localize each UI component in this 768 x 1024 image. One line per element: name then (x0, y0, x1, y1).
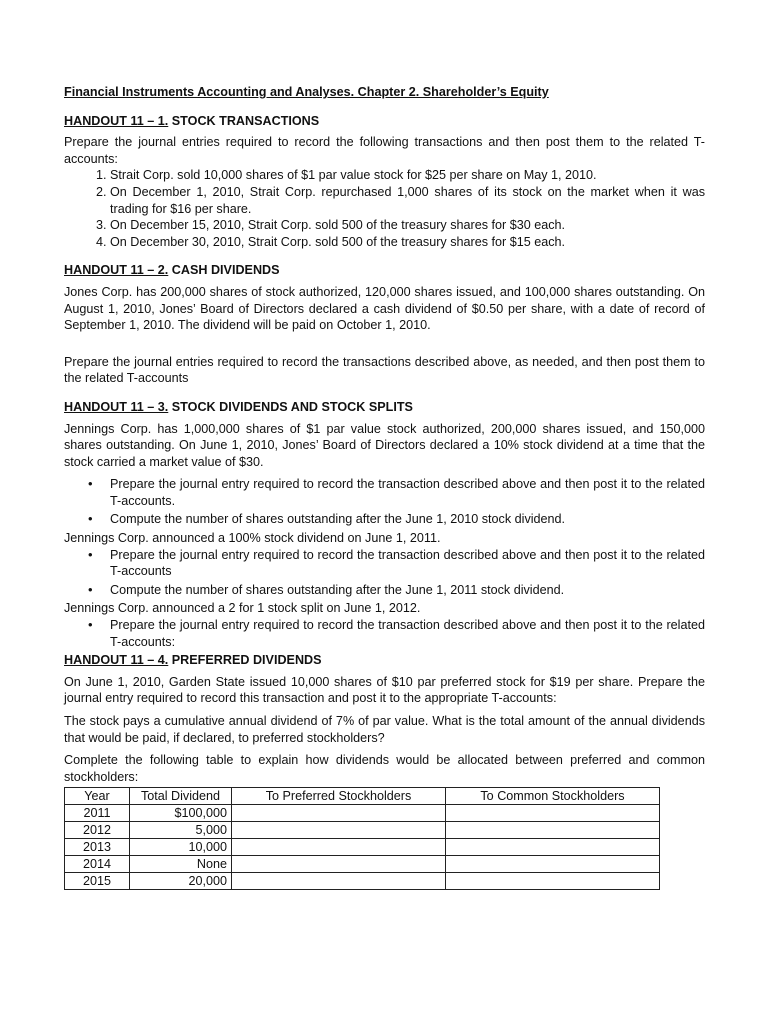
header-total-dividend: Total Dividend (130, 788, 232, 805)
handout-4-paragraph-1: On June 1, 2010, Garden State issued 10,000 shares of $10 par preferred stock for $19 per share. Prepare the journal entry required to record this transaction and post it to the appropriate T-accounts: (64, 674, 705, 706)
bullet-glyph: • (88, 511, 93, 527)
header-year: Year (65, 788, 130, 805)
cell-total-dividend: 5,000 (130, 822, 232, 839)
handout-3-title: STOCK DIVIDENDS AND STOCK SPLITS (168, 399, 413, 414)
table-row (65, 856, 660, 873)
cell-to-preferred[interactable] (232, 856, 446, 873)
cell-year: 2014 (65, 856, 130, 873)
handout-1-transaction-list (64, 167, 705, 250)
cell-to-preferred[interactable] (232, 822, 446, 839)
handout-3-heading (64, 399, 705, 416)
handout-4-paragraph-2: The stock pays a cumulative annual dividend of 7% of par value. What is the total amount of the annual dividends that would be paid, if declared, to preferred stockholders? (64, 714, 705, 745)
bullet-text: Prepare the journal entry required to record the transaction described above and then post it to the related T-accounts (110, 547, 705, 579)
document-page (64, 84, 705, 890)
transaction-item: 4. On December 30, 2010, Strait Corp. sold 500 of the treasury shares for $15 each. (110, 234, 705, 251)
handout-3-bullets-1 (64, 476, 705, 528)
cell-to-common[interactable] (446, 805, 660, 822)
handout-1-heading (64, 113, 705, 130)
cell-year: 2015 (65, 873, 130, 890)
handout-2-paragraph-2: Prepare the journal entries required to record the transactions described above, as needed, and then post them to the related T-accounts (64, 354, 705, 386)
handout-4-number: HANDOUT 11 – 4. (64, 653, 169, 668)
handout-4-heading (64, 652, 705, 669)
cell-to-common[interactable] (446, 856, 660, 873)
bullet-text: Prepare the journal entry required to record the transaction described above and then post it to the related T-accounts. (110, 477, 705, 508)
cell-total-dividend: 10,000 (130, 839, 232, 856)
handout-4-title: PREFERRED DIVIDENDS (168, 653, 322, 668)
transaction-item: 2. On December 1, 2010, Strait Corp. repurchased 1,000 shares of its stock on the market when it was trading for $16 per share. (110, 184, 705, 217)
bullet-item (88, 546, 705, 580)
handout-3-paragraph-2: Jennings Corp. announced a 100% stock dividend on June 1, 2011. (64, 531, 441, 546)
handout-2-number: HANDOUT 11 – 2. (64, 263, 169, 278)
bullet-glyph: • (88, 617, 93, 633)
header-to-common: To Common Stockholders (446, 788, 660, 805)
handout-2-title: CASH DIVIDENDS (168, 263, 280, 278)
handout-3-paragraph-3: Jennings Corp. announced a 2 for 1 stock split on June 1, 2012. (64, 601, 421, 616)
transaction-item: 3. On December 15, 2010, Strait Corp. sold 500 of the treasury shares for $30 each. (110, 217, 705, 234)
bullet-item (88, 617, 705, 650)
bullet-item (88, 511, 705, 528)
cell-year: 2012 (65, 822, 130, 839)
cell-to-common[interactable] (446, 839, 660, 856)
header-to-preferred: To Preferred Stockholders (232, 788, 446, 805)
transaction-item: 1. Strait Corp. sold 10,000 shares of $1 par value stock for $25 per share on May 1, 2010. (110, 167, 705, 184)
cell-total-dividend: $100,000 (130, 805, 232, 822)
bullet-glyph: • (88, 581, 93, 597)
handout-3-bullets-2 (64, 547, 705, 599)
handout-2-paragraph-1: Jones Corp. has 200,000 shares of stock authorized, 120,000 shares issued, and 100,000 shares outstanding. On August 1, 2010, Jones’ Board of Directors declared a cash dividend of $0.50 per share, with a date of record of September 1, 2010. The dividend will be paid on October 1, 2010. (64, 284, 705, 333)
handout-1-number: HANDOUT 11 – 1. (64, 113, 169, 128)
cell-to-preferred[interactable] (232, 805, 446, 822)
handout-3-paragraph-1: Jennings Corp. has 1,000,000 shares of $1 par value stock authorized, 200,000 shares issued, and 150,000 shares outstanding. On June 1, 2010, Jones’ Board of Directors declared a 10% stock dividend at a time that the stock carried a market value of $30. (64, 421, 705, 469)
bullet-text: Prepare the journal entry required to record the transaction described above and then post it to the related T-accounts: (110, 618, 705, 649)
cell-to-common[interactable] (446, 873, 660, 890)
cell-total-dividend: 20,000 (130, 873, 232, 890)
bullet-glyph: • (88, 476, 93, 492)
bullet-item (88, 581, 705, 599)
table-row (65, 873, 660, 890)
document-title: Financial Instruments Accounting and Analyses. Chapter 2. Shareholder’s Equity (64, 85, 549, 99)
handout-1-intro: Prepare the journal entries required to record the following transactions and then post them to the related T-accounts: (64, 135, 705, 166)
table-header-row (65, 788, 660, 805)
handout-2-heading (64, 262, 705, 279)
cell-total-dividend: None (130, 856, 232, 873)
bullet-text: Compute the number of shares outstanding after the June 1, 2010 stock dividend. (110, 512, 566, 527)
bullet-item (88, 476, 705, 509)
cell-to-common[interactable] (446, 822, 660, 839)
cell-to-preferred[interactable] (232, 839, 446, 856)
handout-3-number: HANDOUT 11 – 3. (64, 399, 169, 414)
cell-year: 2011 (65, 805, 130, 822)
cell-to-preferred[interactable] (232, 873, 446, 890)
bullet-text: Compute the number of shares outstanding after the June 1, 2011 stock dividend. (110, 582, 565, 597)
cell-year: 2013 (65, 839, 130, 856)
table-row (65, 805, 660, 822)
handout-1-title: STOCK TRANSACTIONS (168, 113, 320, 128)
dividend-allocation-table (64, 787, 660, 890)
handout-3-bullets-3 (64, 617, 705, 650)
table-row (65, 822, 660, 839)
table-row (65, 839, 660, 856)
bullet-glyph: • (88, 546, 93, 562)
handout-4-paragraph-3: Complete the following table to explain how dividends would be allocated between preferred and common stockholders: (64, 753, 705, 784)
